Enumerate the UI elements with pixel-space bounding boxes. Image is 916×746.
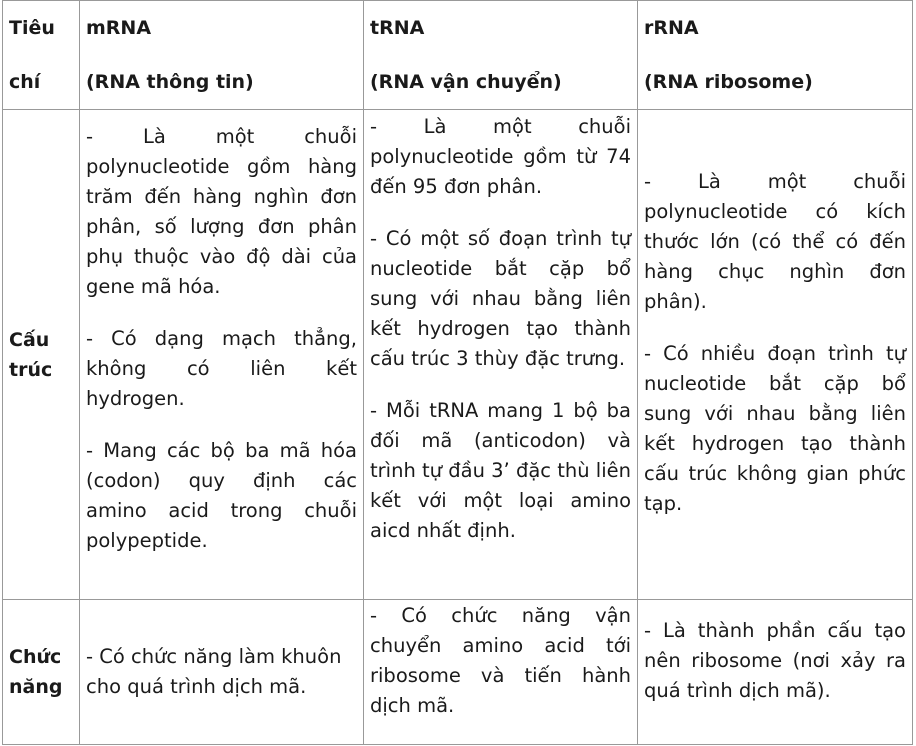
header-mrna-title: mRNA [86, 17, 152, 39]
header-rrna-title: rRNA [644, 17, 699, 39]
function-mrna-point-1: - Có chức năng làm khuôn cho quá trình dịch mã. [86, 645, 342, 698]
function-label-line1: Chức [9, 646, 62, 668]
structure-mrna-point-3: - Mang các bộ ba mã hóa (codon) quy định các amino acid trong chuỗi polypeptide. [86, 439, 357, 552]
function-trna-cell [364, 600, 638, 745]
header-rrna-subtitle: (RNA ribosome) [644, 71, 813, 93]
function-label-line2: năng [9, 676, 63, 698]
header-trna-subtitle: (RNA vận chuyển) [370, 71, 562, 93]
structure-mrna-point-1: - Là một chuỗi polynucleotide gồm hàng trăm đến hàng nghìn đơn phân, số lượng đơn phân phụ thuộc vào độ dài của gene mã hóa. [86, 125, 357, 298]
structure-trna-cell [364, 110, 638, 600]
structure-row [3, 110, 913, 600]
structure-trna-point-1: - Là một chuỗi polynucleotide gồm từ 74 đến 95 đơn phân. [370, 115, 631, 198]
function-mrna-cell [80, 600, 364, 745]
function-label [3, 600, 80, 745]
header-criteria-line2: chí [9, 71, 41, 93]
structure-mrna-point-2: - Có dạng mạch thẳng, không có liên kết hydrogen. [86, 327, 357, 410]
structure-label [3, 110, 80, 600]
structure-trna-point-2: - Có một số đoạn trình tự nucleotide bắt cặp bổ sung với nhau bằng liên kết hydrogen tạo thành cấu trúc 3 thùy đặc trưng. [370, 227, 631, 370]
structure-label-line2: trúc [9, 358, 53, 381]
header-mrna [80, 1, 364, 110]
structure-mrna-cell [80, 110, 364, 600]
structure-rrna-cell [638, 110, 913, 600]
rna-comparison-table [2, 0, 913, 745]
header-row [3, 1, 913, 110]
header-rrna [638, 1, 913, 110]
structure-label-line1: Cấu [9, 328, 50, 351]
function-rrna-point-1: - Là thành phần cấu tạo nên ribosome (nơi xảy ra quá trình dịch mã). [644, 619, 906, 702]
structure-rrna-point-2: - Có nhiều đoạn trình tự nucleotide bắt cặp bổ sung với nhau bằng liên kết hydrogen tạo thành cấu trúc không gian phức tạp. [644, 342, 906, 515]
header-criteria-line1: Tiêu [9, 17, 55, 39]
function-trna-point-1: - Có chức năng vận chuyển amino acid tới ribosome và tiến hành dịch mã. [370, 604, 631, 717]
function-rrna-cell [638, 600, 913, 745]
header-trna-title: tRNA [370, 17, 425, 39]
header-criteria [3, 1, 80, 110]
function-row [3, 600, 913, 745]
structure-trna-point-3: - Mỗi tRNA mang 1 bộ ba đối mã (anticodon) và trình tự đầu 3’ đặc thù liên kết với một loại amino aicd nhất định. [370, 399, 631, 542]
structure-rrna-point-1: - Là một chuỗi polynucleotide có kích thước lớn (có thể có đến hàng chục nghìn đơn phân). [644, 170, 906, 313]
header-trna [364, 1, 638, 110]
header-mrna-subtitle: (RNA thông tin) [86, 71, 254, 93]
